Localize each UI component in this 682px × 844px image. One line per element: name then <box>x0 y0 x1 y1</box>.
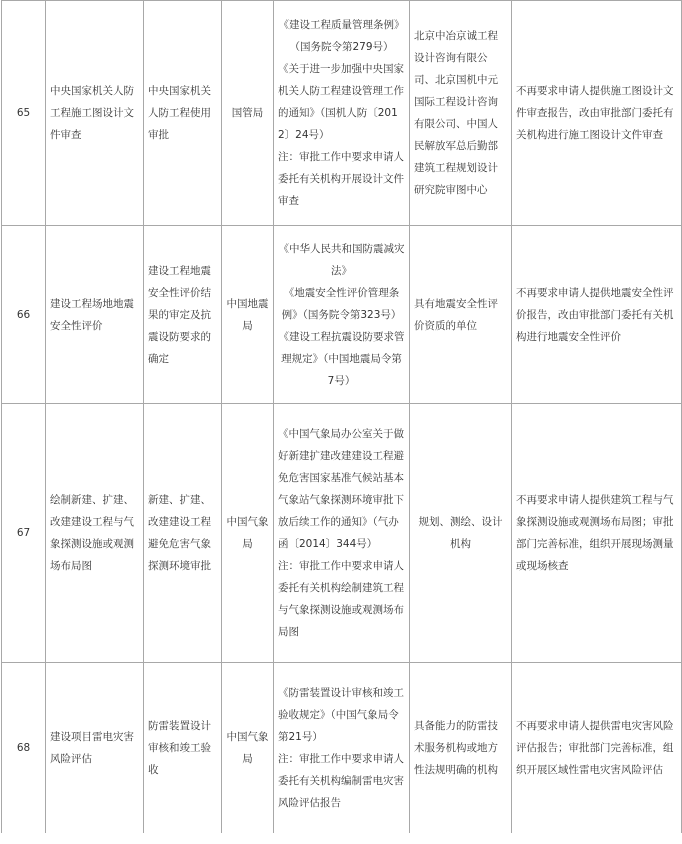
row-number: 65 <box>2 1 46 226</box>
basis-line: 《地震安全性评价管理条例》（国务院令第323号） <box>281 286 402 321</box>
approval-item: 防雷装置设计审核和竣工验收 <box>144 663 222 833</box>
legal-basis <box>274 663 410 833</box>
table-row <box>2 404 682 663</box>
reform-measure: 不再要求申请人提供施工图设计文件审查报告，改由审批部门委托有关机构进行施工图设计文件审查 <box>512 1 682 226</box>
legal-basis <box>274 404 410 663</box>
basis-line: 注：审批工作中要求申请人委托有关机构绘制建筑工程与气象探测设施或观测场布局图 <box>278 560 404 638</box>
intermediary-service-item: 建设工程场地地震安全性评价 <box>46 226 144 404</box>
basis-line: 《建设工程质量管理条例》 <box>278 19 405 31</box>
service-agency: 具备能力的防雷技术服务机构或地方性法规明确的机构 <box>410 663 512 833</box>
basis-line: 《中国气象局办公室关于做好新建扩建改建建设工程避免危害国家基准气候站基本气象站气象探测环境审批下放后续工作的通知》（气办函〔2014〕344号） <box>278 428 404 550</box>
basis-line: 注：审批工作中要求申请人委托有关机构开展设计文件审查 <box>278 151 404 207</box>
legal-basis <box>274 1 410 226</box>
service-agency: 具有地震安全性评价资质的单位 <box>410 226 512 404</box>
basis-line: 《中华人民共和国防震减灾法》 <box>278 242 405 277</box>
basis-line: 《关于进一步加强中央国家机关人防工程建设管理工作的通知》（国机人防〔2012〕24号） <box>278 63 404 141</box>
table-row <box>2 663 682 833</box>
basis-line: 《建设工程抗震设防要求管理规定》（中国地震局令第7号） <box>278 330 405 387</box>
approval-item: 建设工程地震安全性评价结果的审定及抗震设防要求的确定 <box>144 226 222 404</box>
reform-measure: 不再要求申请人提供地震安全性评价报告，改由审批部门委托有关机构进行地震安全性评价 <box>512 226 682 404</box>
service-agency: 北京中冶京诚工程设计咨询有限公司、北京国机中元国际工程设计咨询有限公司、中国人民解放军总后勤部建筑工程规划设计研究院审图中心 <box>410 1 512 226</box>
service-agency: 规划、测绘、设计机构 <box>410 404 512 663</box>
approval-item: 新建、扩建、改建建设工程避免危害气象探测环境审批 <box>144 404 222 663</box>
table-row <box>2 226 682 404</box>
legal-basis <box>274 226 410 404</box>
department: 国管局 <box>222 1 274 226</box>
row-number: 68 <box>2 663 46 833</box>
row-number: 67 <box>2 404 46 663</box>
intermediary-service-item: 中央国家机关人防工程施工图设计文件审查 <box>46 1 144 226</box>
basis-line: 《防雷装置设计审核和竣工验收规定》（中国气象局令第21号） <box>278 686 404 743</box>
approval-reform-table <box>1 0 682 833</box>
row-number: 66 <box>2 226 46 404</box>
department: 中国气象局 <box>222 404 274 663</box>
reform-measure: 不再要求申请人提供雷电灾害风险评估报告；审批部门完善标准，组织开展区域性雷电灾害风险评估 <box>512 663 682 833</box>
department: 中国气象局 <box>222 663 274 833</box>
approval-item: 中央国家机关人防工程使用审批 <box>144 1 222 226</box>
reform-measure: 不再要求申请人提供建筑工程与气象探测设施或观测场布局图；审批部门完善标准，组织开展现场测量或现场核查 <box>512 404 682 663</box>
basis-line: 注：审批工作中要求申请人委托有关机构编制雷电灾害风险评估报告 <box>278 752 404 809</box>
basis-line: （国务院令第279号） <box>289 41 394 53</box>
department: 中国地震局 <box>222 226 274 404</box>
intermediary-service-item: 绘制新建、扩建、改建建设工程与气象探测设施或观测场布局图 <box>46 404 144 663</box>
intermediary-service-item: 建设项目雷电灾害风险评估 <box>46 663 144 833</box>
table-row <box>2 1 682 226</box>
